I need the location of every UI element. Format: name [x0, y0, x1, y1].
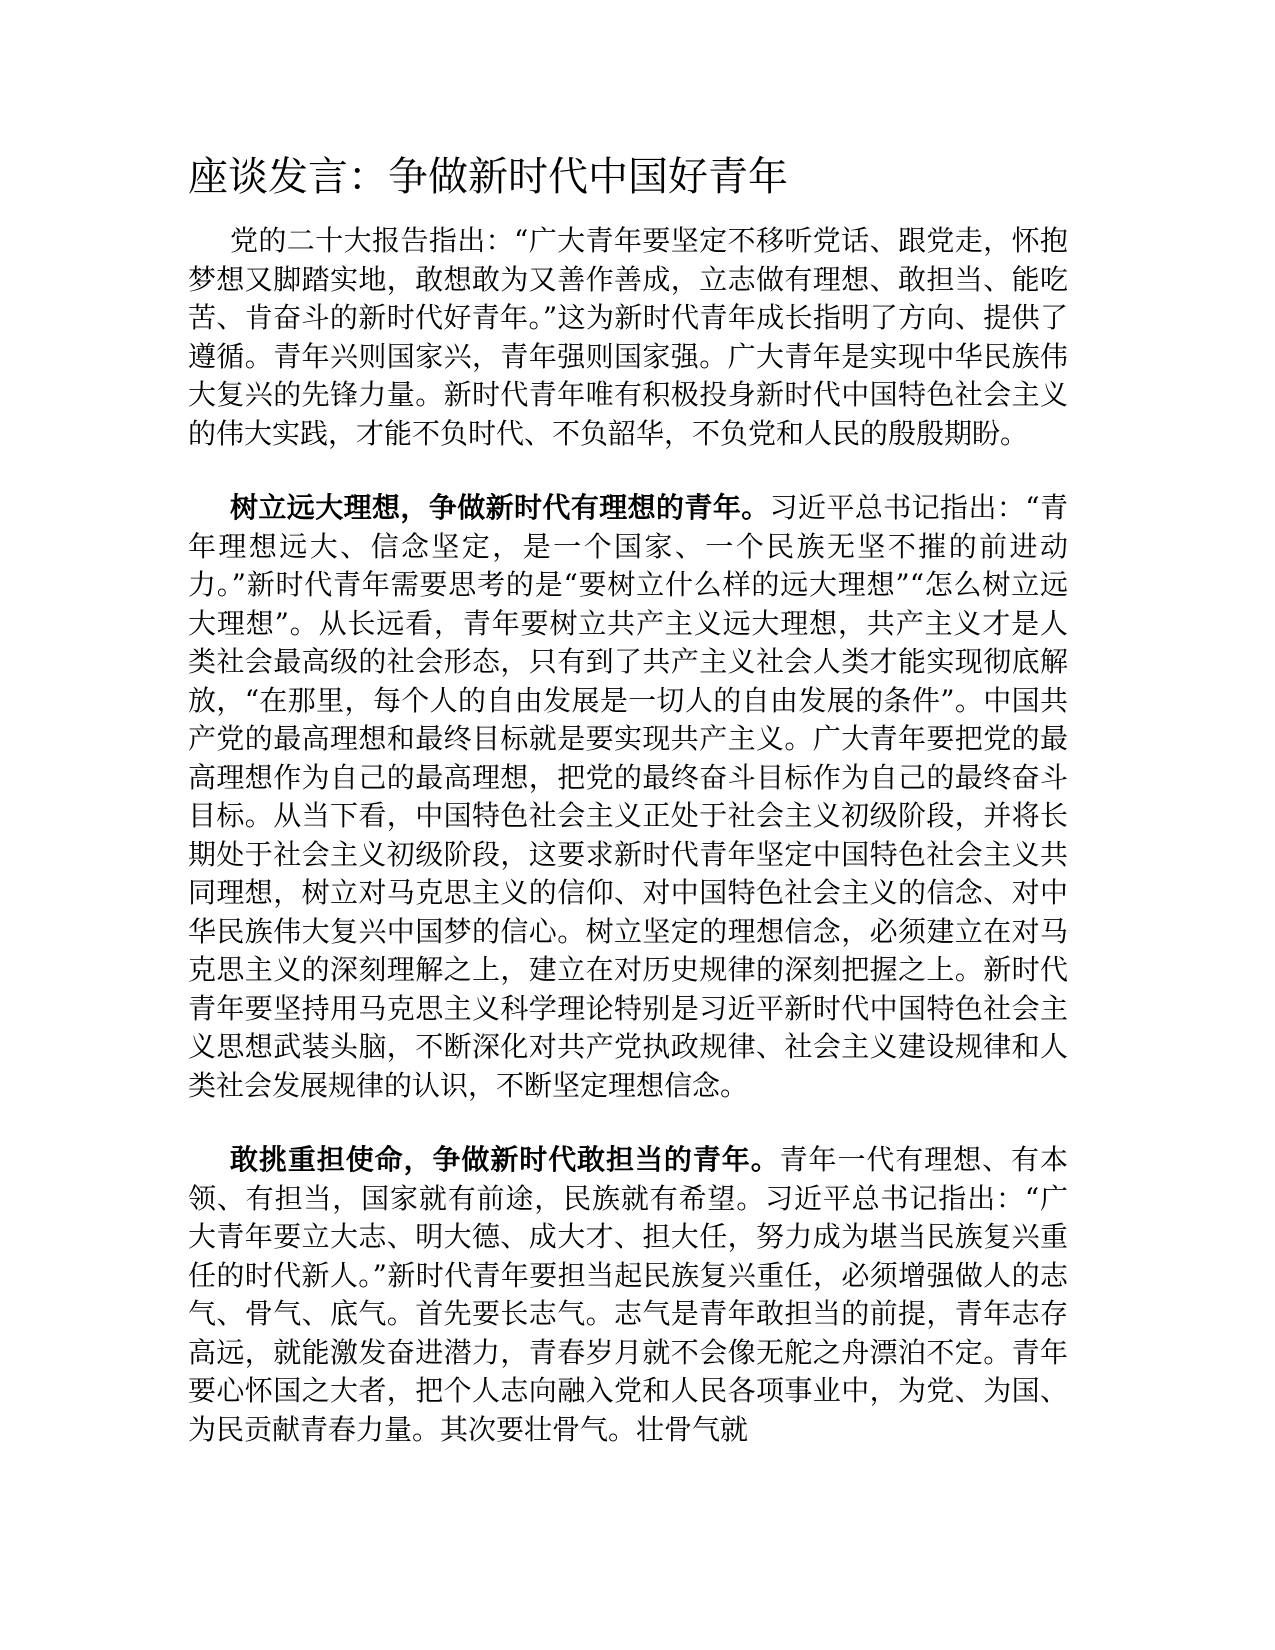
- paragraph-ideals: [188, 489, 1068, 1105]
- paragraph-lead: 树立远大理想，争做新时代有理想的青年。: [230, 491, 770, 524]
- paragraph-lead: 敢挑重担使命，争做新时代敢担当的青年。: [230, 1143, 780, 1176]
- paragraph-text: 党的二十大报告指出：“广大青年要坚定不移听党话、跟党走，怀抱梦想又脚踏实地，敢想敢为又善作善成，立志做有理想、敢担当、能吃苦、肯奋斗的新时代好青年。”这为新时代青年成长指明了方向、提供了遵循。青年兴则国家兴，青年强则国家强。广大青年是实现中华民族伟大复兴的先锋力量。新时代青年唯有积极投身新时代中国特色社会主义的伟大实践，才能不负时代、不负韶华，不负党和人民的殷殷期盼。: [188, 224, 1068, 450]
- document-body: [188, 146, 1068, 1449]
- document-title: 座谈发言：争做新时代中国好青年: [188, 154, 788, 200]
- paragraph-text: 习近平总书记指出：“青年理想远大、信念坚定，是一个国家、一个民族无坚不摧的前进动力。”新时代青年需要思考的是“要树立什么样的远大理想”“怎么树立远大理想”。从长远看，青年要树立共产主义远大理想，共产主义才是人类社会最高级的社会形态，只有到了共产主义社会人类才能实现彻底解放，“在那里，每个人的自由发展是一切人的自由发展的条件”。中国共产党的最高理想和最终目标就是要实现共产主义。广大青年要把党的最高理想作为自己的最高理想，把党的最终奋斗目标作为自己的最终奋斗目标。从当下看，中国特色社会主义正处于社会主义初级阶段，并将长期处于社会主义初级阶段，这要求新时代青年坚定中国特色社会主义共同理想，树立对马克思主义的信仰、对中国特色社会主义的信念、对中华民族伟大复兴中国梦的信心。树立坚定的理想信念，必须建立在对马克思主义的深刻理解之上，建立在对历史规律的深刻把握之上。新时代青年要坚持用马克思主义科学理论特别是习近平新时代中国特色社会主义思想武装头脑，不断深化对共产党执政规律、社会主义建设规律和人类社会发展规律的认识，不断坚定理想信念。: [188, 491, 1068, 1102]
- paragraph-responsibility: [188, 1141, 1068, 1449]
- paragraph-text: 青年一代有理想、有本领、有担当，国家就有前途，民族就有希望。习近平总书记指出：“广大青年要立大志、明大德、成大才、担大任，努力成为堪当民族复兴重任的时代新人。”新时代青年要担当起民族复兴重任，必须增强做人的志气、骨气、底气。首先要长志气。志气是青年敢担当的前提，青年志存高远，就能激发奋进潜力，青春岁月就不会像无舵之舟漂泊不定。青年要心怀国之大者，把个人志向融入党和人民各项事业中，为党、为国、为民贡献青春力量。其次要壮骨气。壮骨气就: [188, 1143, 1068, 1446]
- paragraph-intro: [188, 222, 1068, 453]
